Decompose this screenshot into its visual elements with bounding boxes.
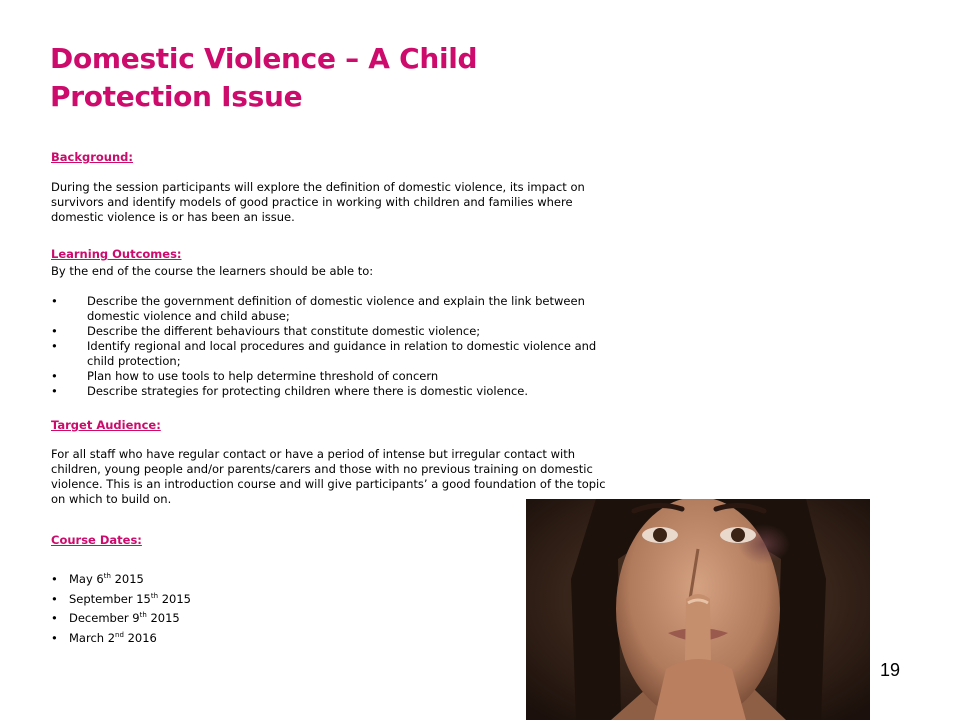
course-dates-heading: Course Dates: — [51, 533, 142, 547]
course-date-item: • September 15th 2015 — [51, 590, 191, 608]
page-title: Domestic Violence – A Child Protection Issue — [50, 42, 478, 113]
course-dates-list — [51, 570, 191, 648]
course-date-item: • March 2nd 2016 — [51, 629, 191, 647]
target-audience-text: For all staff who have regular contact or have a period of intense but irregular contact with children, young people and/or parents/carers and those with no previous training on domestic violence. This is an introduction course and will give participants’ a good foundation of the topic on which to build on. — [51, 447, 606, 506]
course-date-item: • May 6th 2015 — [51, 570, 191, 588]
background-heading: Background: — [51, 150, 133, 164]
learning-outcomes-list — [51, 294, 611, 399]
course-date-item: • December 9th 2015 — [51, 609, 191, 627]
page-number: 19 — [880, 660, 901, 680]
list-item: • Identify regional and local procedures and guidance in relation to domestic violence and child protection; — [51, 339, 611, 369]
target-audience-heading: Target Audience: — [51, 418, 161, 432]
learning-outcomes-intro: By the end of the course the learners should be able to: — [51, 264, 374, 278]
list-item: • Describe strategies for protecting children where there is domestic violence. — [51, 384, 611, 399]
background-text: During the session participants will explore the definition of domestic violence, its impact on survivors and identify models of good practice in working with children and families where domestic violence is or has been an issue. — [51, 180, 585, 224]
learning-outcomes-heading: Learning Outcomes: — [51, 247, 182, 261]
woman-hush-photo — [526, 499, 870, 720]
list-item: • Describe the different behaviours that constitute domestic violence; — [51, 324, 611, 339]
list-item: • Plan how to use tools to help determine threshold of concern — [51, 369, 611, 384]
list-item: • Describe the government definition of domestic violence and explain the link between domestic violence and child abuse; — [51, 294, 611, 324]
